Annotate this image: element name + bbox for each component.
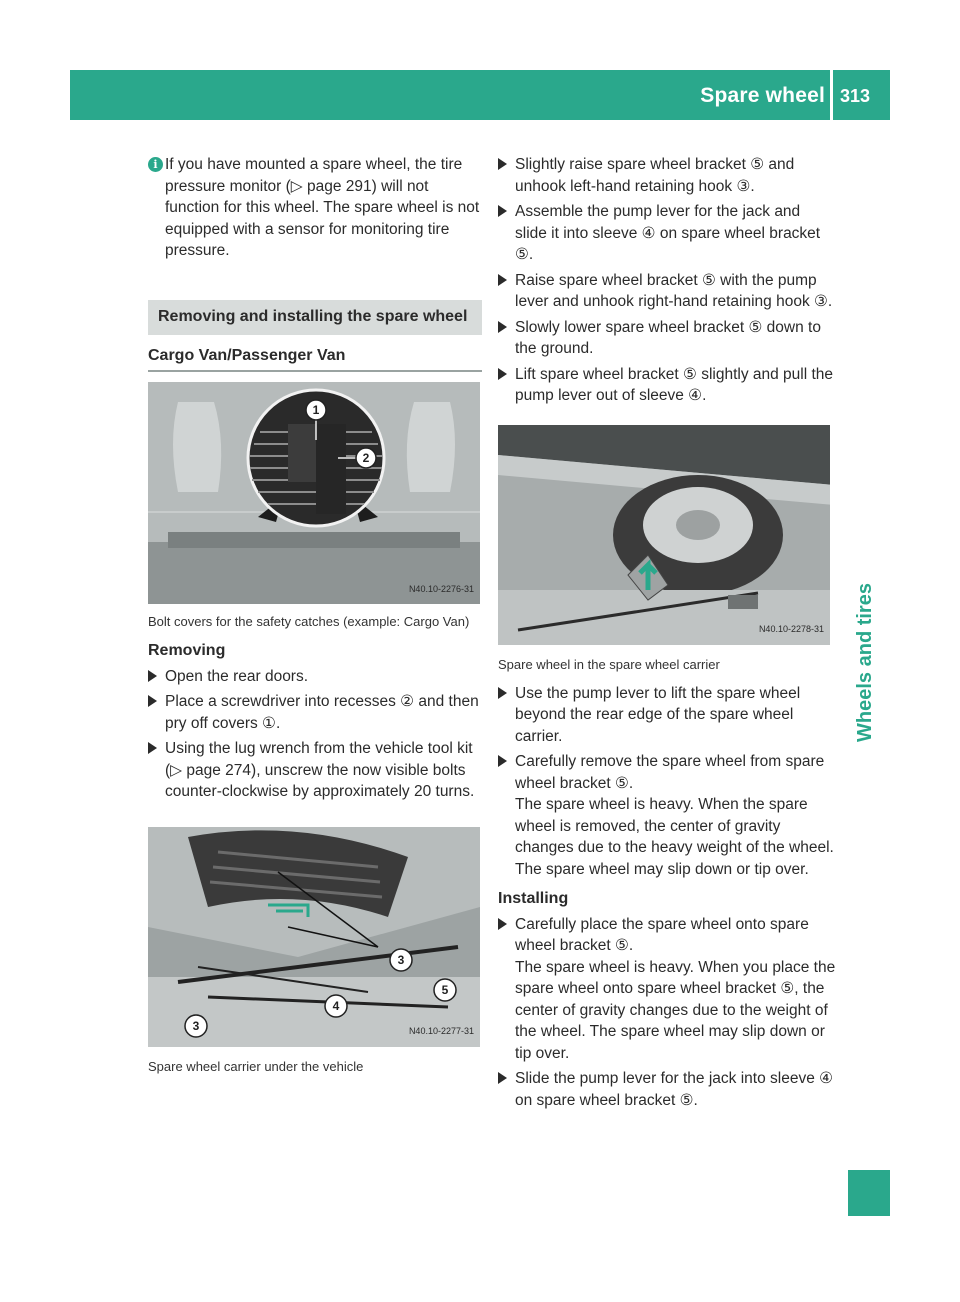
figure-spare-wheel-in-carrier xyxy=(498,425,830,645)
figure2-callout-5: 5 xyxy=(441,982,449,997)
step-arrow-icon xyxy=(498,687,507,699)
installing-heading: Installing xyxy=(498,890,569,907)
step-arrow-icon xyxy=(148,742,157,754)
header-separator xyxy=(830,70,833,120)
step-arrow-icon xyxy=(498,158,507,170)
figure1-callout-2: 2 xyxy=(362,451,370,465)
removing-step: Carefully remove the spare wheel from spare wheel bracket ⑤. The spare wheel is heavy. When the spare wheel is removed, the center of gravity changes due to the heavy weight of the wheel. The spare wheel may slip down or tip over. xyxy=(498,751,836,880)
figure2-code: N40.10-2277-31 xyxy=(408,1026,474,1036)
right-column xyxy=(498,154,836,1115)
figure-bolt-covers xyxy=(148,382,480,604)
removing-step: Assemble the pump lever for the jack and slide it into sleeve ④ on spare wheel bracket ⑤. xyxy=(498,201,836,266)
removing-heading: Removing xyxy=(148,642,226,659)
figure1-callout-1: 1 xyxy=(312,403,320,417)
removing-step: Slowly lower spare wheel bracket ⑤ down to the ground. xyxy=(498,317,836,360)
info-note xyxy=(148,154,482,262)
step-arrow-icon xyxy=(498,1072,507,1084)
removing-step: Place a screwdriver into recesses ② and then pry off covers ①. xyxy=(148,691,482,734)
removing-step: Open the rear doors. xyxy=(148,666,482,688)
step-arrow-icon xyxy=(498,755,507,767)
removing-step: Use the pump lever to lift the spare wheel beyond the rear edge of the spare wheel carrier. xyxy=(498,683,836,748)
removing-step: Using the lug wrench from the vehicle tool kit (▷ page 274), unscrew the now visible bolts counter-clockwise by approximately 20 turns. xyxy=(148,738,482,803)
step-arrow-icon xyxy=(148,670,157,682)
figure2-callout-3a: 3 xyxy=(397,952,405,967)
chapter-marker xyxy=(848,1170,890,1216)
figure2-callout-4: 4 xyxy=(332,998,340,1013)
spare-wheel-in-carrier-illustration xyxy=(498,425,830,645)
left-column xyxy=(148,154,482,1085)
figure2-caption: Spare wheel carrier under the vehicle xyxy=(148,1058,364,1074)
installing-step: Slide the pump lever for the jack into sleeve ④ on spare wheel bracket ⑤. xyxy=(498,1068,836,1111)
bolt-covers-illustration xyxy=(148,382,480,604)
step-arrow-icon xyxy=(498,368,507,380)
figure-spare-wheel-carrier xyxy=(148,827,480,1047)
figure3-code: N40.10-2278-31 xyxy=(758,624,824,634)
removing-step: Slightly raise spare wheel bracket ⑤ and unhook left-hand retaining hook ③. xyxy=(498,154,836,197)
step-arrow-icon xyxy=(498,205,507,217)
step-arrow-icon xyxy=(498,274,507,286)
installing-step: Carefully place the spare wheel onto spare wheel bracket ⑤. The spare wheel is heavy. When you place the spare wheel onto spare wheel bracket ⑤, the center of gravity changes due to the weight of the wheel. The spare wheel may slip down or tip over. xyxy=(498,914,836,1065)
figure1-code: N40.10-2276-31 xyxy=(408,583,474,594)
figure1-caption: Bolt covers for the safety catches (example: Cargo Van) xyxy=(148,614,470,629)
removing-step: Lift spare wheel bracket ⑤ slightly and pull the pump lever out of sleeve ④. xyxy=(498,364,836,407)
section-heading: Removing and installing the spare wheel xyxy=(148,300,482,335)
info-icon: i xyxy=(148,157,163,172)
figure2-callout-3b: 3 xyxy=(192,1018,200,1033)
step-arrow-icon xyxy=(148,695,157,707)
step-arrow-icon xyxy=(498,321,507,333)
page-title: Spare wheel xyxy=(700,84,825,107)
step-arrow-icon xyxy=(498,918,507,930)
model-subheading: Cargo Van/Passenger Van xyxy=(148,345,482,373)
chapter-tab[interactable] xyxy=(840,583,890,742)
figure3-caption: Spare wheel in the spare wheel carrier xyxy=(498,656,720,672)
chapter-tab-label: Wheels and tires xyxy=(853,583,876,742)
removing-step: Raise spare wheel bracket ⑤ with the pump lever and unhook right-hand retaining hook ③. xyxy=(498,270,836,313)
spare-wheel-carrier-illustration xyxy=(148,827,480,1047)
page-number: 313 xyxy=(840,86,871,106)
info-note-text: If you have mounted a spare wheel, the tire pressure monitor (▷ page 291) will not function for this wheel. The spare wheel is not equipped with a sensor for monitoring tire pressure. xyxy=(165,156,480,259)
